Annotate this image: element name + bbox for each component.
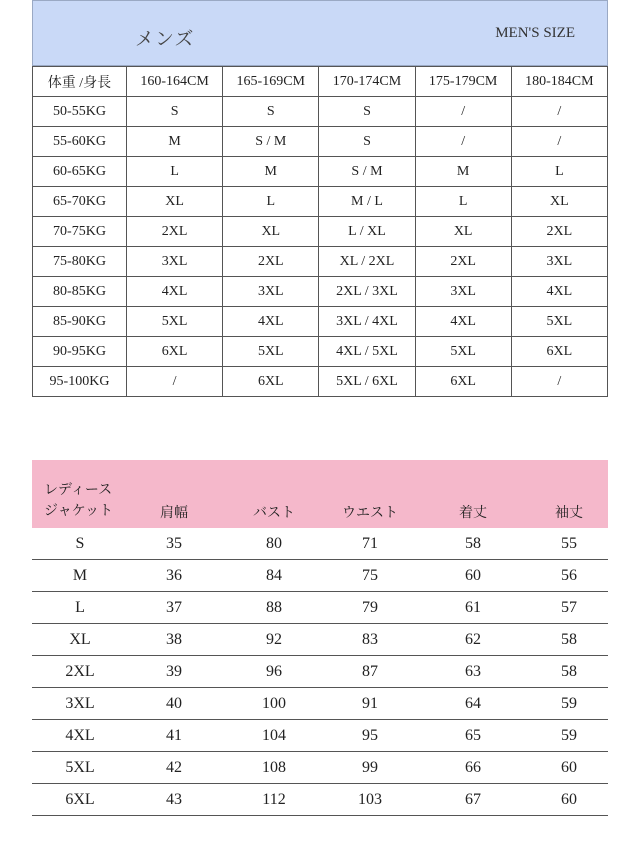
mens-weight-cell: 50-55KG bbox=[33, 97, 127, 127]
womens-measure-cell: 42 bbox=[166, 759, 182, 776]
womens-measure-cell: 60 bbox=[561, 791, 577, 808]
womens-measure-cell: 41 bbox=[166, 727, 182, 744]
womens-measure-cell: 83 bbox=[362, 631, 378, 648]
mens-size-cell: L bbox=[223, 187, 319, 217]
mens-weight-cell: 65-70KG bbox=[33, 187, 127, 217]
mens-size-cell: M bbox=[223, 157, 319, 187]
womens-measure-cell: 99 bbox=[362, 759, 378, 776]
mens-size-cell: 3XL bbox=[415, 277, 511, 307]
womens-size-cell: S bbox=[75, 535, 85, 552]
womens-size-cell: L bbox=[75, 599, 85, 616]
womens-size-chart bbox=[32, 460, 608, 816]
womens-measure-cell: 63 bbox=[465, 663, 481, 680]
mens-height-header: 160-164CM bbox=[127, 67, 223, 97]
womens-measure-cell: 57 bbox=[561, 599, 577, 616]
mens-size-cell: 2XL bbox=[511, 217, 607, 247]
womens-measure-cell: 103 bbox=[358, 791, 382, 808]
womens-measure-cell: 91 bbox=[362, 695, 378, 712]
mens-height-header: 165-169CM bbox=[223, 67, 319, 97]
mens-title-en: MEN'S SIZE bbox=[495, 25, 575, 41]
womens-label-line2: ジャケット bbox=[44, 503, 114, 519]
womens-measure-cell: 40 bbox=[166, 695, 182, 712]
mens-size-cell: S bbox=[319, 97, 415, 127]
mens-size-cell: 4XL bbox=[511, 277, 607, 307]
mens-weight-cell: 90-95KG bbox=[33, 337, 127, 367]
mens-size-cell: M / L bbox=[319, 187, 415, 217]
womens-table-row bbox=[32, 784, 608, 816]
womens-measure-cell: 58 bbox=[465, 535, 481, 552]
womens-measure-cell: 75 bbox=[362, 567, 378, 584]
mens-size-cell: S / M bbox=[223, 127, 319, 157]
mens-size-cell: 2XL bbox=[127, 217, 223, 247]
mens-size-cell: XL bbox=[415, 217, 511, 247]
mens-size-cell: 6XL bbox=[415, 367, 511, 397]
womens-measure-cell: 96 bbox=[266, 663, 282, 680]
mens-size-cell: XL bbox=[511, 187, 607, 217]
mens-size-cell: 5XL bbox=[511, 307, 607, 337]
mens-size-cell: S bbox=[319, 127, 415, 157]
mens-size-cell: / bbox=[127, 367, 223, 397]
womens-measure-cell: 65 bbox=[465, 727, 481, 744]
mens-weight-cell: 80-85KG bbox=[33, 277, 127, 307]
womens-measure-cell: 71 bbox=[362, 535, 378, 552]
womens-table-row bbox=[32, 528, 608, 560]
mens-height-header: 180-184CM bbox=[511, 67, 607, 97]
mens-size-cell: 4XL bbox=[415, 307, 511, 337]
womens-size-cell: 4XL bbox=[65, 727, 95, 744]
mens-table-row bbox=[33, 217, 608, 247]
mens-title-jp: メンズ bbox=[135, 28, 195, 50]
mens-table-row bbox=[33, 307, 608, 337]
womens-table-row bbox=[32, 624, 608, 656]
mens-size-cell: / bbox=[511, 97, 607, 127]
womens-col-header: 肩幅 bbox=[160, 505, 188, 521]
mens-size-cell: 5XL bbox=[415, 337, 511, 367]
mens-header-row bbox=[33, 67, 608, 97]
womens-table-row bbox=[32, 592, 608, 624]
womens-measure-cell: 38 bbox=[166, 631, 182, 648]
mens-size-cell: S / M bbox=[319, 157, 415, 187]
womens-measure-cell: 56 bbox=[561, 567, 577, 584]
womens-col-header: 袖丈 bbox=[555, 505, 583, 521]
womens-measure-cell: 59 bbox=[561, 727, 577, 744]
mens-size-cell: 4XL bbox=[127, 277, 223, 307]
mens-size-cell: / bbox=[511, 367, 607, 397]
mens-weight-height-header: 体重 /身長 bbox=[33, 67, 127, 97]
mens-size-cell: 3XL bbox=[127, 247, 223, 277]
mens-weight-cell: 95-100KG bbox=[33, 367, 127, 397]
womens-table-row bbox=[32, 720, 608, 752]
mens-header bbox=[32, 0, 608, 66]
womens-size-cell: 2XL bbox=[65, 663, 95, 680]
womens-measure-cell: 58 bbox=[561, 663, 577, 680]
womens-col-header: 着丈 bbox=[459, 505, 487, 521]
womens-measure-cell: 104 bbox=[262, 727, 286, 744]
mens-size-cell: L bbox=[127, 157, 223, 187]
womens-measure-cell: 64 bbox=[465, 695, 481, 712]
womens-measure-cell: 60 bbox=[561, 759, 577, 776]
womens-measure-cell: 67 bbox=[465, 791, 481, 808]
womens-measure-cell: 84 bbox=[266, 567, 282, 584]
mens-weight-cell: 70-75KG bbox=[33, 217, 127, 247]
mens-size-chart bbox=[32, 0, 608, 397]
mens-size-cell: 4XL / 5XL bbox=[319, 337, 415, 367]
mens-size-cell: L bbox=[415, 187, 511, 217]
womens-measure-cell: 35 bbox=[166, 535, 182, 552]
mens-size-cell: 5XL bbox=[223, 337, 319, 367]
womens-measure-cell: 62 bbox=[465, 631, 481, 648]
womens-measure-cell: 92 bbox=[266, 631, 282, 648]
mens-table-row bbox=[33, 277, 608, 307]
mens-size-cell: 4XL bbox=[223, 307, 319, 337]
mens-size-cell: / bbox=[511, 127, 607, 157]
womens-header bbox=[32, 460, 608, 528]
womens-table-row bbox=[32, 656, 608, 688]
mens-table-row bbox=[33, 157, 608, 187]
mens-size-cell: / bbox=[415, 127, 511, 157]
mens-size-cell: / bbox=[415, 97, 511, 127]
mens-size-cell: 3XL / 4XL bbox=[319, 307, 415, 337]
womens-measure-cell: 112 bbox=[262, 791, 286, 808]
mens-table-row bbox=[33, 187, 608, 217]
womens-size-cell: 5XL bbox=[65, 759, 95, 776]
womens-table-row bbox=[32, 560, 608, 592]
womens-table-row bbox=[32, 688, 608, 720]
mens-size-cell: XL / 2XL bbox=[319, 247, 415, 277]
mens-size-cell: M bbox=[127, 127, 223, 157]
mens-size-cell: S bbox=[223, 97, 319, 127]
mens-size-cell: XL bbox=[127, 187, 223, 217]
womens-measure-cell: 58 bbox=[561, 631, 577, 648]
mens-size-cell: M bbox=[415, 157, 511, 187]
womens-measure-cell: 88 bbox=[266, 599, 282, 616]
womens-measure-cell: 55 bbox=[561, 535, 577, 552]
mens-size-cell: 3XL bbox=[511, 247, 607, 277]
womens-label bbox=[44, 480, 113, 522]
mens-table-row bbox=[33, 367, 608, 397]
mens-table-row bbox=[33, 97, 608, 127]
womens-measure-cell: 43 bbox=[166, 791, 182, 808]
womens-col-header: バスト bbox=[253, 505, 295, 521]
womens-measure-cell: 66 bbox=[465, 759, 481, 776]
mens-size-table bbox=[32, 66, 608, 397]
mens-height-header: 175-179CM bbox=[415, 67, 511, 97]
mens-weight-cell: 55-60KG bbox=[33, 127, 127, 157]
mens-size-cell: 6XL bbox=[511, 337, 607, 367]
womens-col-header: ウエスト bbox=[342, 505, 398, 521]
mens-size-cell: L / XL bbox=[319, 217, 415, 247]
mens-weight-cell: 75-80KG bbox=[33, 247, 127, 277]
mens-size-cell: 2XL bbox=[415, 247, 511, 277]
womens-size-cell: 3XL bbox=[65, 695, 95, 712]
mens-size-cell: 2XL bbox=[223, 247, 319, 277]
womens-measure-cell: 37 bbox=[166, 599, 182, 616]
womens-size-cell: M bbox=[72, 567, 88, 584]
mens-size-cell: L bbox=[511, 157, 607, 187]
mens-table-row bbox=[33, 247, 608, 277]
mens-table-row bbox=[33, 337, 608, 367]
mens-size-cell: 5XL bbox=[127, 307, 223, 337]
mens-size-cell: 5XL / 6XL bbox=[319, 367, 415, 397]
womens-measure-cell: 60 bbox=[465, 567, 481, 584]
womens-measure-cell: 59 bbox=[561, 695, 577, 712]
womens-measure-cell: 36 bbox=[166, 567, 182, 584]
womens-label-line1: レディース bbox=[44, 482, 113, 498]
mens-weight-cell: 85-90KG bbox=[33, 307, 127, 337]
mens-table-row bbox=[33, 127, 608, 157]
mens-size-cell: 6XL bbox=[127, 337, 223, 367]
womens-measure-cell: 108 bbox=[262, 759, 286, 776]
womens-measure-cell: 100 bbox=[262, 695, 286, 712]
womens-table-row bbox=[32, 752, 608, 784]
womens-measure-cell: 80 bbox=[266, 535, 282, 552]
womens-size-cell: XL bbox=[69, 631, 91, 648]
mens-weight-cell: 60-65KG bbox=[33, 157, 127, 187]
womens-measure-cell: 61 bbox=[465, 599, 481, 616]
mens-size-cell: 2XL / 3XL bbox=[319, 277, 415, 307]
mens-size-cell: 3XL bbox=[223, 277, 319, 307]
mens-size-cell: S bbox=[127, 97, 223, 127]
womens-measure-cell: 95 bbox=[362, 727, 378, 744]
womens-measure-cell: 87 bbox=[362, 663, 378, 680]
womens-size-cell: 6XL bbox=[65, 791, 95, 808]
womens-measure-cell: 79 bbox=[362, 599, 378, 616]
womens-measure-cell: 39 bbox=[166, 663, 182, 680]
mens-size-cell: 6XL bbox=[223, 367, 319, 397]
mens-height-header: 170-174CM bbox=[319, 67, 415, 97]
womens-size-rows bbox=[32, 528, 608, 816]
mens-size-cell: XL bbox=[223, 217, 319, 247]
